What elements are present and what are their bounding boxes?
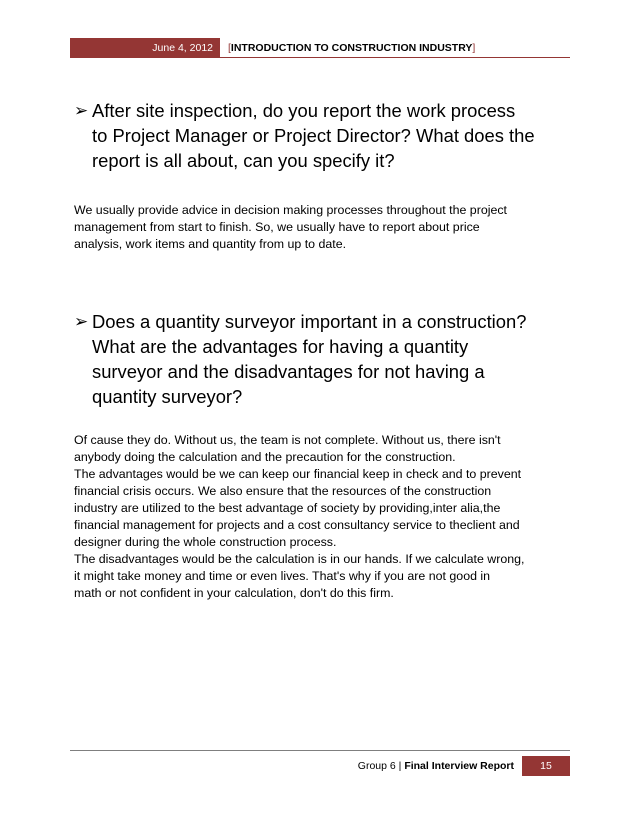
question-2-text [74,309,574,409]
question-line: to Project Manager or Project Director? What does the [92,125,535,146]
question-line: After site inspection, do you report the work process [92,100,516,121]
answer-line: The disadvantages would be the calculation is in our hands. If we calculate wrong, [74,552,525,566]
answer-line: industry are utilized to the best advantage of society by providing,inter alia,the [74,501,501,515]
answer-line: designer during the whole construction process. [74,535,337,549]
arrow-bullet-icon: ➢ [74,312,89,331]
header-bracket-close: ] [472,42,476,54]
page-footer [70,756,570,776]
footer-separator: | [395,760,405,772]
question-1 [74,98,574,173]
page-number: 15 [522,756,570,776]
footer-report-title: Final Interview Report [404,760,514,772]
question-line: What are the advantages for having a quantity [92,336,469,357]
answer-line: it might take money and time or even lives. That's why if you are not good in [74,569,491,583]
answer-line: Of cause they do. Without us, the team is not complete. Without us, there isn't [74,433,501,447]
answer-line: math or not confident in your calculation, don't do this firm. [74,586,394,600]
answer-line: management from start to finish. So, we usually have to report about price [74,220,480,234]
answer-line: financial crisis occurs. We also ensure that the resources of the construction [74,484,492,498]
answer-line: analysis, work items and quantity from up to date. [74,237,347,251]
header-title-text: INTRODUCTION TO CONSTRUCTION INDUSTRY [230,42,473,54]
question-1-text [74,98,574,173]
answer-line: financial management for projects and a cost consultancy service to theclient and [74,518,520,532]
page-header [70,38,570,58]
header-title [228,38,475,58]
answer-line: We usually provide advice in decision making processes throughout the project [74,203,507,217]
question-line: report is all about, can you specify it? [92,150,395,171]
footer-group: Group 6 [357,760,396,772]
header-bracket-open: [ [228,42,231,54]
arrow-bullet-icon: ➢ [74,101,89,120]
footer-rule [70,750,570,751]
question-2 [74,309,574,409]
answer-2 [74,432,574,602]
footer-text [358,756,514,776]
header-rule [220,57,570,58]
answer-line: The advantages would be we can keep our financial keep in check and to prevent [74,467,522,481]
question-line: Does a quantity surveyor important in a construction? [92,311,527,332]
answer-line: anybody doing the calculation and the precaution for the construction. [74,450,456,464]
question-line: quantity surveyor? [92,386,243,407]
question-line: surveyor and the disadvantages for not having a [92,361,485,382]
header-date: June 4, 2012 [70,38,220,58]
answer-1 [74,202,574,253]
